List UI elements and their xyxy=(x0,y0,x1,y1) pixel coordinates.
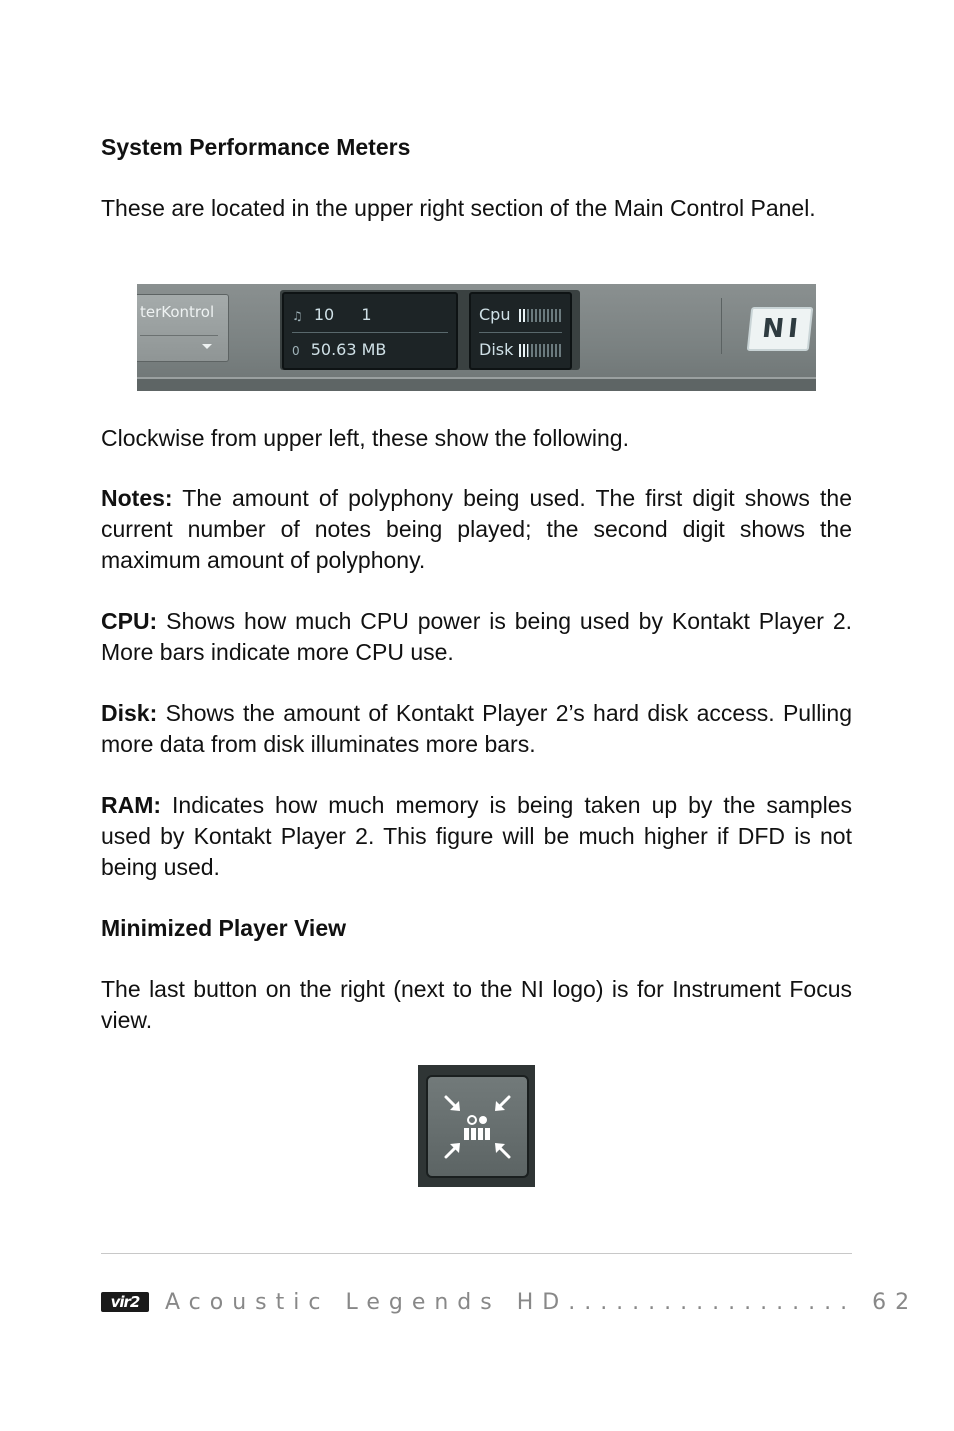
panel-bottom-strip xyxy=(137,377,816,391)
clockwise-paragraph: Clockwise from upper left, these show the following. xyxy=(101,425,629,451)
cpu-label: Cpu xyxy=(479,305,511,324)
ram-text: Indicates how much memory is being taken up by the samples used by Kontakt Player 2. This figure will be much higher if DFD is not being used. xyxy=(101,792,852,880)
masterkontrol-box xyxy=(137,294,229,362)
masterkontrol-dropdown[interactable] xyxy=(140,335,218,356)
masterkontrol-label: terKontrol xyxy=(140,303,215,321)
notes-ram-display xyxy=(282,292,458,370)
notes-text: The amount of polyphony being used. The first digit shows the current number of notes being played; the second digit shows the maximum amount of polyphony. xyxy=(101,485,852,573)
ni-logo-n: N xyxy=(760,314,786,344)
disk-meter-fill xyxy=(519,344,528,357)
disk-paragraph xyxy=(101,698,852,760)
notes-max: 1 xyxy=(361,305,372,324)
ram-row xyxy=(292,337,386,363)
heading-minimized-player-view: Minimized Player View xyxy=(101,915,347,941)
footer-rule xyxy=(101,1253,852,1254)
keyboard-icon xyxy=(464,1128,490,1140)
footer-title-page: Acoustic Legends HD.................. 62 xyxy=(165,1289,919,1315)
focus-dot-filled-icon xyxy=(479,1116,487,1124)
disk-meter xyxy=(519,344,563,357)
disk-term: Disk: xyxy=(101,700,158,726)
meters-screenshot xyxy=(137,284,816,391)
focus-view-paragraph: The last button on the right (next to the NI logo) is for Instrument Focus view. xyxy=(101,976,852,1033)
vir2-logo: vir2 xyxy=(101,1292,149,1312)
lcd-separator xyxy=(292,332,448,333)
disk-text: Shows the amount of Kontakt Player 2’s hard disk access. Pulling more data from disk illuminates more bars. xyxy=(101,700,852,757)
notes-row xyxy=(292,302,372,328)
intro-paragraph: These are located in the upper right section of the Main Control Panel. xyxy=(101,195,816,221)
lcd-separator xyxy=(479,332,562,333)
cpu-row xyxy=(479,302,563,328)
notes-term: Notes: xyxy=(101,485,173,511)
panel-divider xyxy=(721,298,722,354)
disk-label: Disk xyxy=(479,340,514,359)
cpu-text: Shows how much CPU power is being used by Kontakt Player 2. More bars indicate more CPU use. xyxy=(101,608,852,665)
ram-term: RAM: xyxy=(101,792,162,818)
heading-system-performance-meters: System Performance Meters xyxy=(101,134,411,160)
ram-paragraph xyxy=(101,790,852,883)
cpu-meter xyxy=(519,309,563,322)
notes-paragraph xyxy=(101,483,852,576)
cpu-term: CPU: xyxy=(101,608,158,634)
ram-value: 50.63 MB xyxy=(310,340,387,359)
page-footer xyxy=(101,1286,918,1318)
instrument-focus-button[interactable] xyxy=(418,1065,535,1187)
ni-logo xyxy=(747,307,814,351)
cpu-meter-fill xyxy=(519,309,526,322)
cpu-paragraph xyxy=(101,606,852,668)
notes-value: 10 xyxy=(313,305,335,324)
focus-dot-hollow-icon xyxy=(468,1116,476,1124)
ram-icon: 0 xyxy=(292,344,300,358)
disk-row xyxy=(479,337,563,363)
cpu-disk-display xyxy=(469,292,572,370)
ni-logo-i: I xyxy=(786,314,800,344)
instrument-focus-icon xyxy=(428,1077,527,1176)
notes-icon: ♫ xyxy=(292,309,303,323)
focus-button-face xyxy=(426,1075,529,1178)
